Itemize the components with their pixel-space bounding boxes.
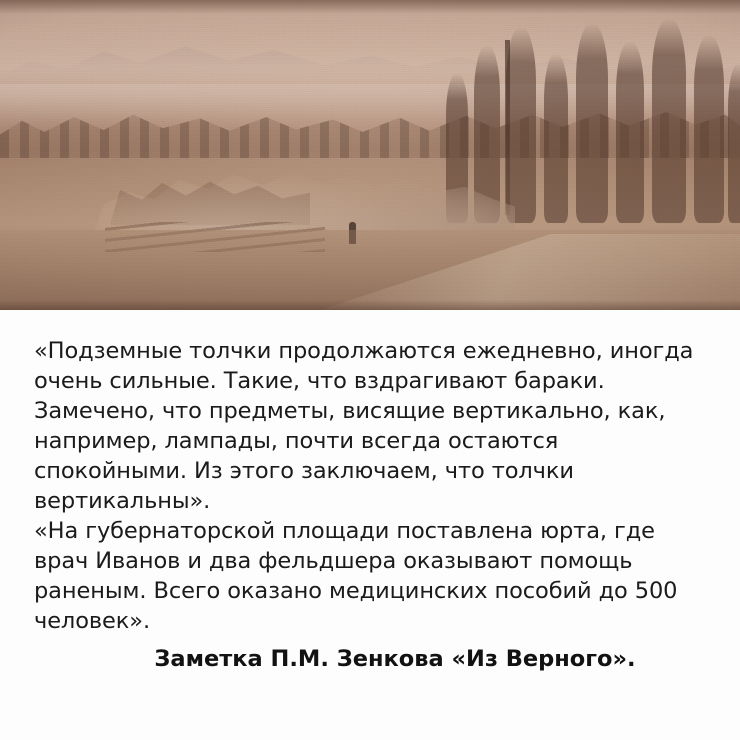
caption-block	[0, 310, 740, 740]
quote-attribution: Заметка П.М. Зенкова «Из Верного».	[154, 646, 636, 672]
photo-top-edge-shadow	[0, 0, 740, 14]
photo-bottom-edge-shadow	[0, 300, 740, 310]
film-grain-texture	[0, 0, 740, 310]
historical-photograph	[0, 0, 740, 310]
quote-paragraph-2: «На губернаторской площади поставлена юрта, где врач Иванов и два фельдшера оказывают помощь раненым. Всего оказано медицинских пособий до 500 человек».	[34, 518, 678, 634]
quote-paragraph-1: «Подземные толчки продолжаются ежедневно, иногда очень сильные. Такие, что вздрагивают бараки. Замечено, что предметы, висящие вертикально, как, например, лампады, почти всегда остаются спокойными. Из этого заключаем, что толчки вертикальны».	[34, 338, 694, 514]
